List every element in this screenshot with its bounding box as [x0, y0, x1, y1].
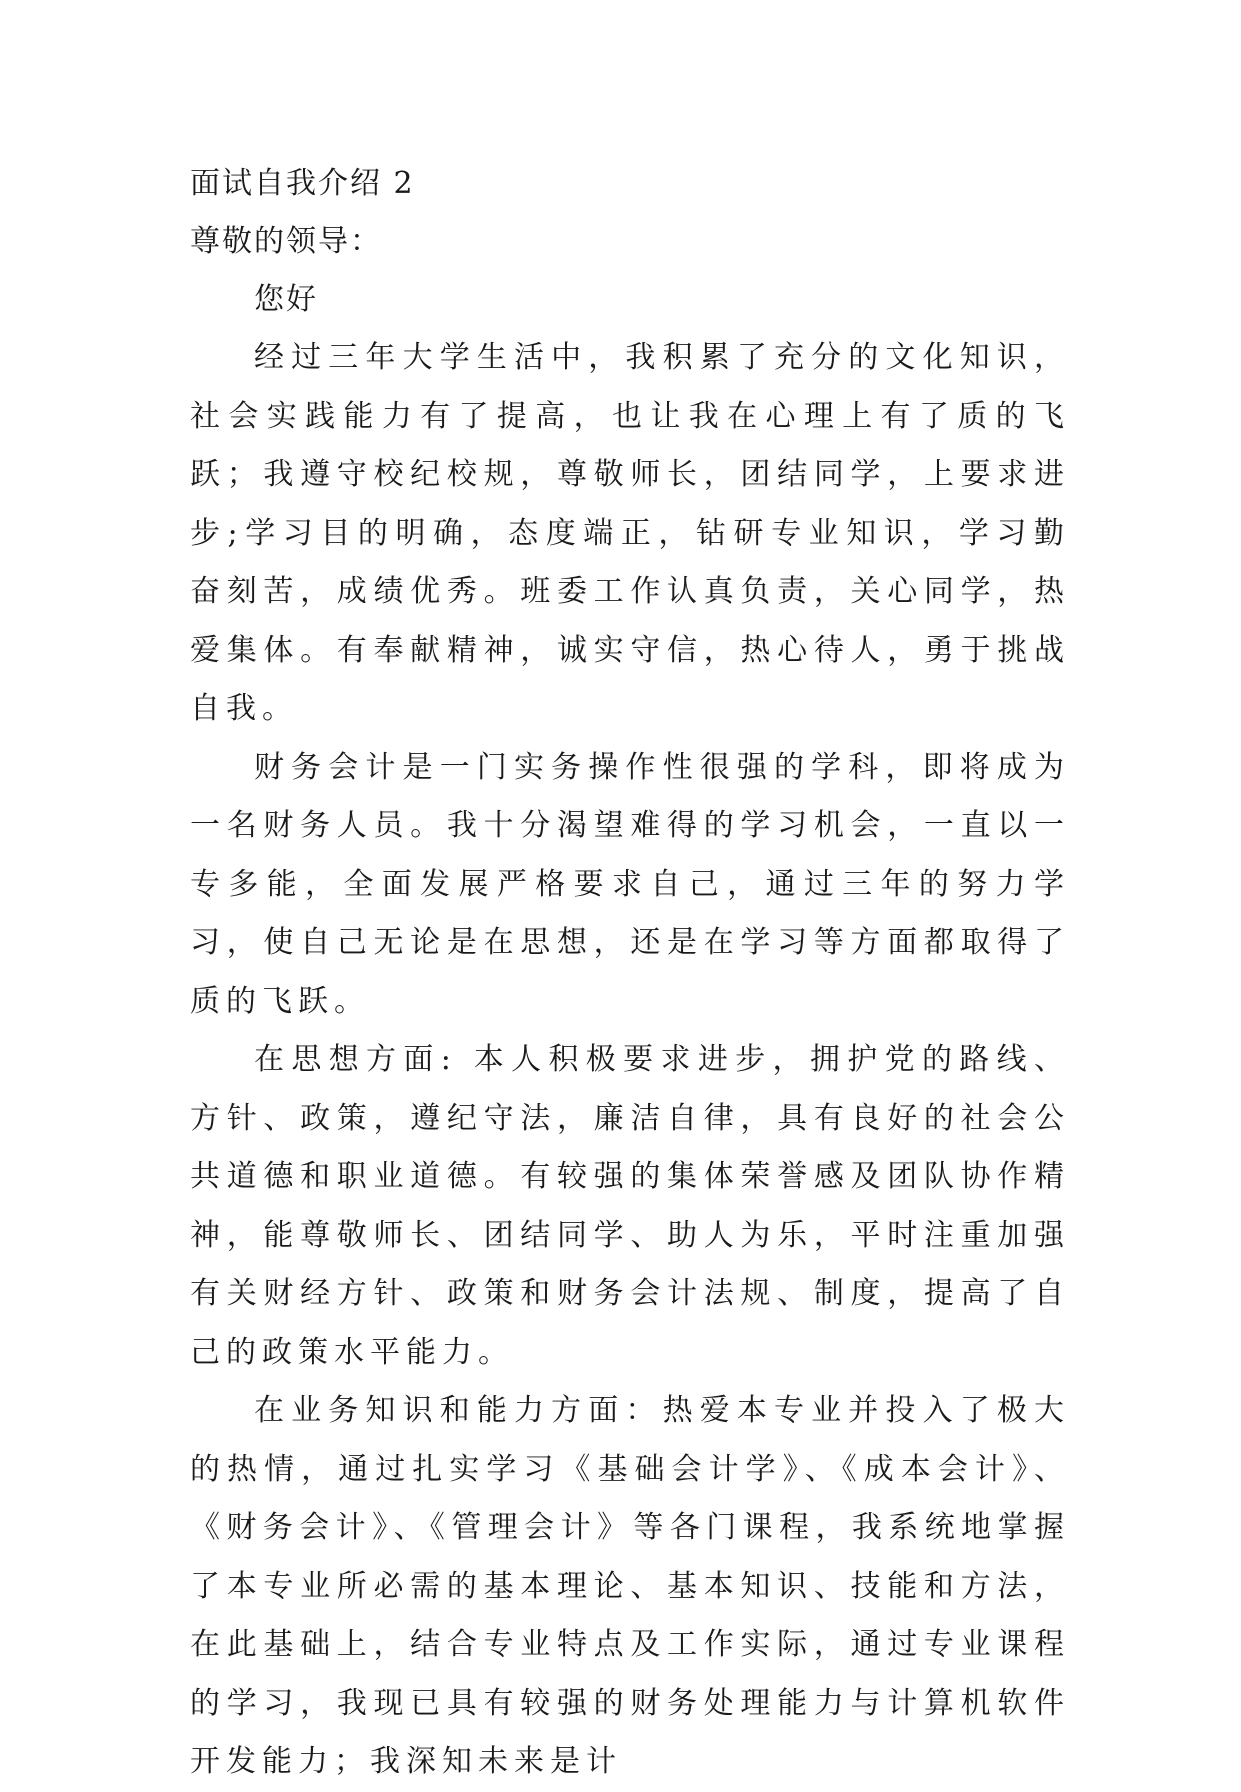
paragraph-intro: 经过三年大学生活中，我积累了充分的文化知识，社会实践能力有了提高，也让我在心理上有了质的飞跃；我遵守校纪校规，尊敬师长，团结同学，上要求进步;学习目的明确，态度端正，钻研专业知识，学习勤奋刻苦，成绩优秀。班委工作认真负责，关心同学，热爱集体。有奉献精神，诚实守信，热心待人，勇于挑战自我。 [190, 340, 1070, 726]
document-page [190, 155, 1070, 1792]
greeting: 您好 [254, 282, 318, 317]
document-title: 面试自我介绍 2 [190, 166, 415, 201]
paragraph-professional: 在业务知识和能力方面：热爱本专业并投入了极大的热情，通过扎实学习《基础会计学》、《成本会计》、《财务会计》、《管理会计》等各门课程，我系统地掌握了本专业所必需的基本理论、基本知识、技能和方法，在此基础上，结合专业特点及工作实际，通过专业课程的学习，我现已具有较强的财务处理能力与计算机软件开发能力；我深知未来是计 [190, 1393, 1070, 1779]
paragraph-ideology: 在思想方面: 本人积极要求进步，拥护党的路线、方针、政策，遵纪守法，廉洁自律，具有良好的社会公共道德和职业道德。有较强的集体荣誉感及团队协作精神，能尊敬师长、团结同学、助人为乐，平时注重加强有关财经方针、政策和财务会计法规、制度，提高了自己的政策水平能力。 [190, 1042, 1070, 1370]
paragraph-accounting: 财务会计是一门实务操作性很强的学科，即将成为一名财务人员。我十分渴望难得的学习机会，一直以一专多能，全面发展严格要求自己，通过三年的努力学习，使自己无论是在思想，还是在学习等方面都取得了质的飞跃。 [190, 749, 1070, 1019]
salutation: 尊敬的领导： [190, 224, 382, 259]
